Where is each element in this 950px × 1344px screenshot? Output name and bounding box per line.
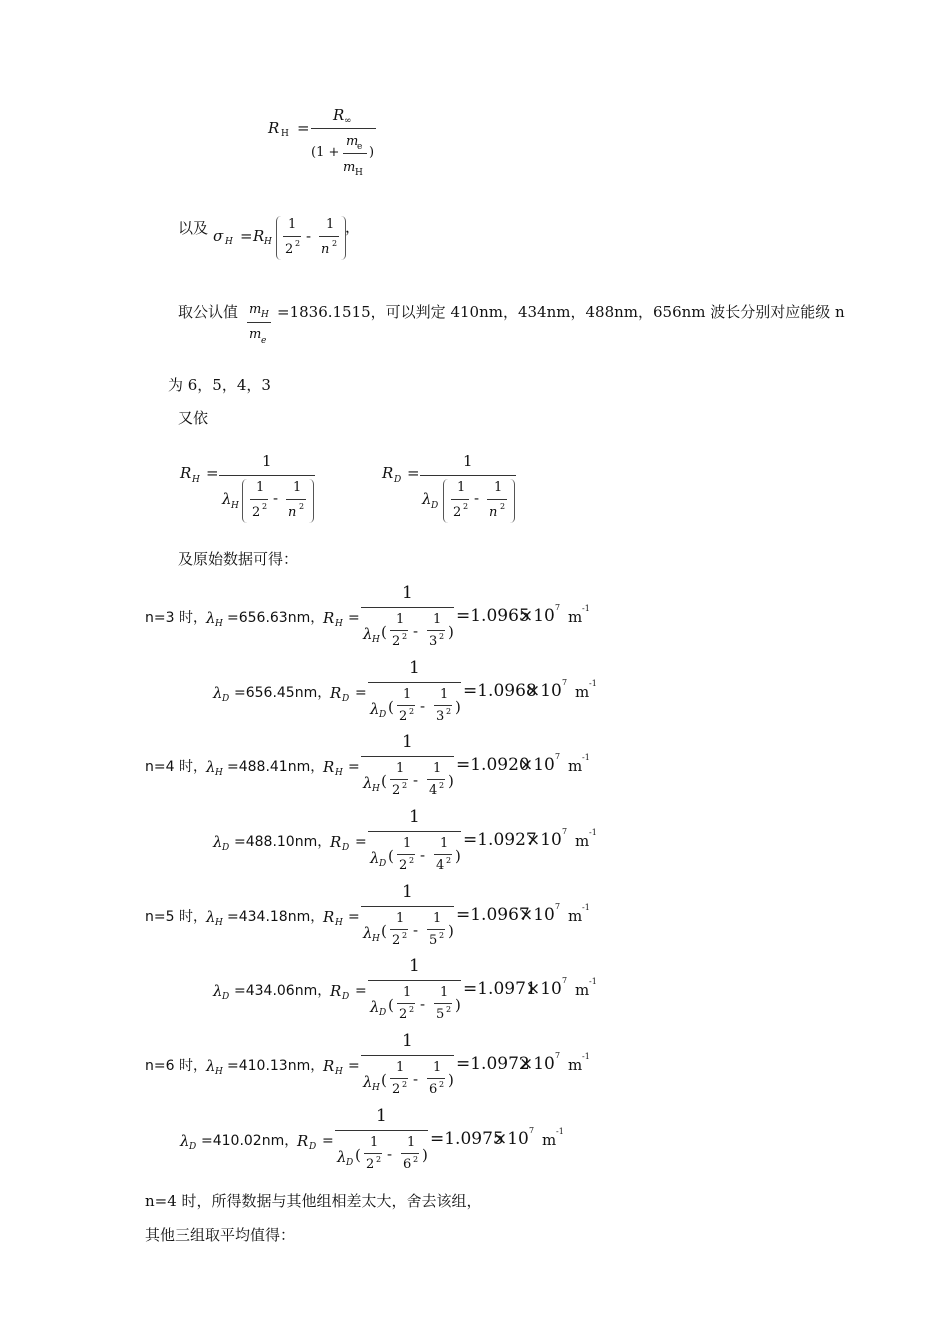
row-R-equals: = xyxy=(348,610,360,626)
row-den-lambda-sub: D xyxy=(379,1008,387,1018)
row-lambda-sub: H xyxy=(215,768,223,778)
row-lambda: λ xyxy=(206,1057,216,1075)
para1-prefix: 取公认值 xyxy=(178,303,239,321)
row-den-lambda-sub: D xyxy=(379,710,387,720)
row-rparen: ) xyxy=(455,698,461,716)
row-exponent: 7 xyxy=(562,976,568,985)
row-inner-bar2 xyxy=(434,1003,452,1004)
eq1-fraction-bar xyxy=(311,128,376,129)
row-lambda: λ xyxy=(180,1132,190,1150)
row-R-sub: D xyxy=(342,694,350,704)
row-label: n=6 时， xyxy=(145,1058,207,1074)
eq1-lhs-sub: H xyxy=(281,129,289,139)
row-times-ten: ×10 xyxy=(519,1054,555,1074)
row-inner-den2-sup: 2 xyxy=(446,707,452,716)
eq3-rd-d2: n xyxy=(489,505,498,520)
row-lambda-sub: D xyxy=(189,1142,197,1152)
row-R-equals: = xyxy=(355,685,367,701)
row-lambda: λ xyxy=(213,684,223,702)
row-den-lambda-sub: H xyxy=(372,784,380,794)
eq3-rh-equals: = xyxy=(206,464,219,482)
row-inner-den1: 2 xyxy=(392,933,401,948)
eq2-den1-sup: 2 xyxy=(295,239,301,248)
eq1-inner-den-sub: H xyxy=(355,168,363,178)
row-unit-exp: -1 xyxy=(582,604,590,613)
eq2-R-sub: H xyxy=(264,237,272,247)
row-times-ten: ×10 xyxy=(519,905,555,925)
row-R-sub: H xyxy=(335,768,343,778)
row-lambda-sub: H xyxy=(215,1067,223,1077)
row-inner-den2: 6 xyxy=(403,1157,412,1172)
row-den-lambda: λ xyxy=(337,1148,347,1166)
row-inner-bar2 xyxy=(427,630,445,631)
eq3-rh-lhs-sub: H xyxy=(192,475,200,485)
row-R: R xyxy=(323,1057,335,1075)
row-exponent: 7 xyxy=(555,902,561,911)
row-inner-bar2 xyxy=(434,705,452,706)
paragraph-from-raw-data: 及原始数据可得： xyxy=(178,550,299,568)
row-minus: - xyxy=(420,995,426,1013)
row-minus: - xyxy=(413,1070,419,1088)
row-lambda-value: =488.41nm， xyxy=(227,759,325,775)
row-R-equals: = xyxy=(348,1058,360,1074)
row-frac-num: 1 xyxy=(409,807,420,827)
row-R: R xyxy=(330,833,342,851)
row-inner-den2-sup: 2 xyxy=(446,1005,452,1014)
eq2-comma: ， xyxy=(345,218,361,236)
row-label: n=5 时， xyxy=(145,909,207,925)
eq3-rd-lhs-sub: D xyxy=(394,475,402,485)
eq1-den-suffix: ) xyxy=(369,145,375,160)
row-R: R xyxy=(330,982,342,1000)
eq3-rd-minus: - xyxy=(474,489,480,507)
row-frac-bar xyxy=(361,1055,454,1056)
row-R: R xyxy=(297,1132,309,1150)
row-exponent: 7 xyxy=(555,752,561,761)
row-lambda-sub: H xyxy=(215,918,223,928)
row-exponent: 7 xyxy=(555,603,561,612)
row-inner-den2: 6 xyxy=(429,1082,438,1097)
row-R-sub: D xyxy=(342,843,350,853)
row-inner-bar1 xyxy=(364,1153,382,1154)
eq1-inner-num-sub: e xyxy=(357,142,363,152)
row-inner-bar1 xyxy=(390,929,408,930)
row-inner-den1-sup: 2 xyxy=(402,931,408,940)
row-lambda: λ xyxy=(213,833,223,851)
row-inner-num1: 1 xyxy=(403,985,412,1000)
eq3-rd-b2 xyxy=(487,499,507,500)
row-lambda-sub: D xyxy=(222,992,230,1002)
row-unit-exp: -1 xyxy=(589,977,597,986)
row-minus: - xyxy=(413,771,419,789)
row-unit-exp: -1 xyxy=(589,679,597,688)
row-inner-num1: 1 xyxy=(403,687,412,702)
row-den-lambda: λ xyxy=(363,1073,373,1091)
eq3-rh-d1-sup: 2 xyxy=(262,502,268,511)
eq3-rh-lambda: λ xyxy=(222,490,232,508)
row-inner-bar2 xyxy=(427,929,445,930)
row-inner-den2: 5 xyxy=(436,1007,445,1022)
eq3-rh-b2 xyxy=(286,499,306,500)
row-lambda-value: =656.63nm， xyxy=(227,610,325,626)
row-unit: m xyxy=(575,832,590,850)
row-inner-den2: 4 xyxy=(436,858,445,873)
row-unit: m xyxy=(575,981,590,999)
row-frac-num: 1 xyxy=(402,1031,413,1051)
row-lambda-value: =434.18nm， xyxy=(227,909,325,925)
eq1-numerator: R xyxy=(333,106,345,124)
row-inner-num2: 1 xyxy=(440,687,449,702)
row-lambda-sub: D xyxy=(222,694,230,704)
row-times-ten: ×10 xyxy=(526,830,562,850)
row-lparen: ( xyxy=(381,1071,387,1089)
eq3-rh-d1: 2 xyxy=(252,505,261,520)
paragraph-also-by: 又依 xyxy=(178,409,209,427)
row-inner-den1: 2 xyxy=(366,1157,375,1172)
paragraph-average: 其他三组取平均值得： xyxy=(145,1226,296,1244)
row-inner-den1-sup: 2 xyxy=(409,856,415,865)
row-den-lambda-sub: H xyxy=(372,635,380,645)
row-inner-num1: 1 xyxy=(403,836,412,851)
row-times-ten: ×10 xyxy=(526,681,562,701)
row-inner-bar1 xyxy=(390,1078,408,1079)
row-frac-num: 1 xyxy=(409,658,420,678)
row-inner-bar1 xyxy=(397,705,415,706)
row-inner-den1: 2 xyxy=(392,783,401,798)
row-den-lambda-sub: H xyxy=(372,934,380,944)
row-lambda-value: =434.06nm， xyxy=(234,983,332,999)
row-lparen: ( xyxy=(388,996,394,1014)
row-den-lambda: λ xyxy=(363,924,373,942)
paragraph-levels: 为 6，5，4，3 xyxy=(168,376,271,394)
row-result: =1.0920 xyxy=(456,755,530,775)
row-inner-bar1 xyxy=(397,854,415,855)
row-unit-exp: -1 xyxy=(589,828,597,837)
eq3-rd-d1-sup: 2 xyxy=(463,502,469,511)
row-rparen: ) xyxy=(422,1146,428,1164)
eq3-rd-n1: 1 xyxy=(457,480,466,495)
para1-frac-num: m xyxy=(249,302,262,317)
row-lparen: ( xyxy=(388,698,394,716)
row-inner-den2: 3 xyxy=(429,634,438,649)
row-lambda-sub: H xyxy=(215,619,223,629)
row-result: =1.0927 xyxy=(463,830,537,850)
row-den-lambda: λ xyxy=(363,625,373,643)
row-times-ten: ×10 xyxy=(519,755,555,775)
eq1-inner-den: m xyxy=(343,160,356,175)
eq2-sigma-sub: H xyxy=(225,237,233,247)
row-inner-bar2 xyxy=(401,1153,419,1154)
row-inner-num1: 1 xyxy=(396,761,405,776)
row-frac-bar xyxy=(361,756,454,757)
paragraph-discard-n4: n=4 时，所得数据与其他组相差太大，舍去该组， xyxy=(145,1192,482,1210)
row-frac-bar xyxy=(368,831,461,832)
row-inner-num2: 1 xyxy=(433,1060,442,1075)
row-unit-exp: -1 xyxy=(556,1127,564,1136)
row-den-lambda: λ xyxy=(370,849,380,867)
eq2-R: R xyxy=(253,227,265,245)
row-exponent: 7 xyxy=(529,1126,535,1135)
eq2-sigma: σ xyxy=(213,227,224,245)
row-result: =1.0971 xyxy=(463,979,537,999)
para1-frac-den: m xyxy=(249,327,262,342)
row-result: =1.0975 xyxy=(430,1129,504,1149)
row-lparen: ( xyxy=(381,623,387,641)
row-frac-bar xyxy=(361,607,454,608)
row-label: n=4 时， xyxy=(145,759,207,775)
row-inner-bar1 xyxy=(397,1003,415,1004)
eq3-rd-d1: 2 xyxy=(453,505,462,520)
row-R-sub: H xyxy=(335,1067,343,1077)
row-minus: - xyxy=(413,622,419,640)
row-inner-den1: 2 xyxy=(392,1082,401,1097)
eq3-rh-lambda-sub: H xyxy=(231,501,239,511)
row-inner-den2: 4 xyxy=(429,783,438,798)
row-den-lambda-sub: D xyxy=(379,859,387,869)
row-unit: m xyxy=(575,683,590,701)
eq3-rd-b1 xyxy=(451,499,469,500)
para1-text: =1836.1515，可以判定 410nm，434nm，488nm，656nm 波长分别对应能级 n xyxy=(277,303,845,321)
row-lambda-value: =488.10nm， xyxy=(234,834,332,850)
row-R-equals: = xyxy=(348,909,360,925)
eq2-equals: = xyxy=(240,227,253,245)
row-inner-bar1 xyxy=(390,630,408,631)
row-inner-num1: 1 xyxy=(396,612,405,627)
row-lparen: ( xyxy=(388,847,394,865)
para1-frac-num-sub: H xyxy=(261,310,269,320)
eq3-rd-bar xyxy=(420,475,516,476)
row-unit: m xyxy=(542,1131,557,1149)
row-inner-bar2 xyxy=(427,1078,445,1079)
row-inner-num1: 1 xyxy=(396,1060,405,1075)
row-inner-num2: 1 xyxy=(433,911,442,926)
row-times-ten: ×10 xyxy=(493,1129,529,1149)
eq3-rh-lhs: R xyxy=(180,464,192,482)
row-R-sub: D xyxy=(309,1142,317,1152)
row-exponent: 7 xyxy=(562,827,568,836)
row-minus: - xyxy=(420,697,426,715)
row-frac-bar xyxy=(368,980,461,981)
eq3-rd-lambda: λ xyxy=(422,490,432,508)
row-den-lambda: λ xyxy=(363,774,373,792)
row-unit: m xyxy=(568,608,583,626)
row-den-lambda-sub: H xyxy=(372,1083,380,1093)
eq3-rd-lhs: R xyxy=(382,464,394,482)
row-inner-den2-sup: 2 xyxy=(439,1080,445,1089)
row-rparen: ) xyxy=(455,847,461,865)
row-inner-num2: 1 xyxy=(407,1135,416,1150)
row-inner-den2-sup: 2 xyxy=(446,856,452,865)
row-times-ten: ×10 xyxy=(526,979,562,999)
eq2-den2-sup: 2 xyxy=(332,239,338,248)
eq3-rd-num: 1 xyxy=(463,452,473,470)
row-inner-den1-sup: 2 xyxy=(376,1155,382,1164)
row-inner-bar2 xyxy=(434,854,452,855)
row-result: =1.0967 xyxy=(456,905,530,925)
row-R-sub: H xyxy=(335,619,343,629)
row-inner-den1-sup: 2 xyxy=(402,781,408,790)
row-unit: m xyxy=(568,757,583,775)
eq3-rd-equals: = xyxy=(407,464,420,482)
eq3-rd-d2-sup: 2 xyxy=(500,502,506,511)
eq2-den2: n xyxy=(321,242,330,257)
eq3-rd-n2: 1 xyxy=(494,480,503,495)
row-result: =1.0972 xyxy=(456,1054,530,1074)
eq2-den1: 2 xyxy=(285,242,294,257)
row-R: R xyxy=(330,684,342,702)
row-inner-den1-sup: 2 xyxy=(409,707,415,716)
eq3-rh-bar xyxy=(219,475,315,476)
row-inner-den2: 3 xyxy=(436,709,445,724)
row-unit-exp: -1 xyxy=(582,1052,590,1061)
row-rparen: ) xyxy=(448,623,454,641)
row-lparen: ( xyxy=(381,922,387,940)
row-R: R xyxy=(323,758,335,776)
eq3-rh-n1: 1 xyxy=(256,480,265,495)
row-inner-den2-sup: 2 xyxy=(439,632,445,641)
row-result: =1.0965 xyxy=(456,606,530,626)
row-unit: m xyxy=(568,907,583,925)
row-unit-exp: -1 xyxy=(582,903,590,912)
row-inner-den2-sup: 2 xyxy=(439,931,445,940)
row-R-sub: D xyxy=(342,992,350,1002)
row-minus: - xyxy=(413,921,419,939)
eq1-numerator-sub: ∞ xyxy=(344,116,352,126)
row-inner-den1: 2 xyxy=(392,634,401,649)
row-frac-bar xyxy=(335,1130,428,1131)
row-frac-num: 1 xyxy=(402,732,413,752)
eq3-rh-n2: 1 xyxy=(293,480,302,495)
row-lambda-sub: D xyxy=(222,843,230,853)
row-den-lambda: λ xyxy=(370,700,380,718)
eq1-lhs: R xyxy=(268,119,280,137)
row-frac-num: 1 xyxy=(409,956,420,976)
eq2-num1: 1 xyxy=(288,217,297,232)
row-inner-num1: 1 xyxy=(396,911,405,926)
eq1-inner-fraction-bar xyxy=(343,153,367,154)
row-inner-num2: 1 xyxy=(440,836,449,851)
row-lambda: λ xyxy=(206,758,216,776)
row-R: R xyxy=(323,609,335,627)
row-label: n=3 时， xyxy=(145,610,207,626)
row-frac-num: 1 xyxy=(402,882,413,902)
row-inner-den1-sup: 2 xyxy=(402,632,408,641)
eq3-rd-lambda-sub: D xyxy=(431,501,439,511)
row-minus: - xyxy=(420,846,426,864)
row-R-sub: H xyxy=(335,918,343,928)
row-R-equals: = xyxy=(355,983,367,999)
row-inner-den1: 2 xyxy=(399,709,408,724)
eq3-rh-num: 1 xyxy=(262,452,272,470)
row-R-equals: = xyxy=(322,1133,334,1149)
row-result: =1.0968 xyxy=(463,681,537,701)
row-frac-bar xyxy=(368,682,461,683)
row-lambda-value: =410.13nm， xyxy=(227,1058,325,1074)
eq1-inner-num: m xyxy=(346,134,359,149)
row-exponent: 7 xyxy=(555,1051,561,1060)
row-lambda: λ xyxy=(213,982,223,1000)
row-inner-num1: 1 xyxy=(370,1135,379,1150)
eq2-num2: 1 xyxy=(326,217,335,232)
row-unit-exp: -1 xyxy=(582,753,590,762)
row-rparen: ) xyxy=(455,996,461,1014)
row-lparen: ( xyxy=(381,772,387,790)
eq3-rh-d2-sup: 2 xyxy=(299,502,305,511)
row-R: R xyxy=(323,908,335,926)
para1-frac-bar xyxy=(247,322,271,323)
eq3-rh-minus: - xyxy=(273,489,279,507)
row-inner-den2-sup: 2 xyxy=(413,1155,419,1164)
eq3-rh-d2: n xyxy=(288,505,297,520)
row-lambda: λ xyxy=(206,609,216,627)
row-rparen: ) xyxy=(448,772,454,790)
eq1-equals: = xyxy=(297,119,310,137)
eq1-den-prefix: (1 + xyxy=(311,145,340,160)
row-inner-den1-sup: 2 xyxy=(402,1080,408,1089)
row-lparen: ( xyxy=(355,1146,361,1164)
row-inner-bar1 xyxy=(390,779,408,780)
row-R-equals: = xyxy=(355,834,367,850)
row-rparen: ) xyxy=(448,1071,454,1089)
row-inner-den1: 2 xyxy=(399,858,408,873)
eq2-minus: - xyxy=(306,227,312,245)
row-inner-num2: 1 xyxy=(440,985,449,1000)
para1-frac-den-sub: e xyxy=(261,336,267,346)
row-den-lambda-sub: D xyxy=(346,1158,354,1168)
row-frac-num: 1 xyxy=(376,1106,387,1126)
row-times-ten: ×10 xyxy=(519,606,555,626)
row-minus: - xyxy=(387,1145,393,1163)
eq2-bar2 xyxy=(319,236,339,237)
row-inner-den2: 5 xyxy=(429,933,438,948)
row-inner-den2-sup: 2 xyxy=(439,781,445,790)
row-exponent: 7 xyxy=(562,678,568,687)
row-lambda-value: =656.45nm， xyxy=(234,685,332,701)
row-frac-num: 1 xyxy=(402,583,413,603)
row-lambda: λ xyxy=(206,908,216,926)
row-inner-den1-sup: 2 xyxy=(409,1005,415,1014)
row-den-lambda: λ xyxy=(370,998,380,1016)
row-rparen: ) xyxy=(448,922,454,940)
row-inner-bar2 xyxy=(427,779,445,780)
row-frac-bar xyxy=(361,906,454,907)
eq2-bar1 xyxy=(283,236,301,237)
eq3-rh-b1 xyxy=(250,499,268,500)
eq2-prefix: 以及 xyxy=(178,219,209,237)
row-unit: m xyxy=(568,1056,583,1074)
row-lambda-value: =410.02nm， xyxy=(201,1133,299,1149)
row-inner-num2: 1 xyxy=(433,612,442,627)
row-inner-num2: 1 xyxy=(433,761,442,776)
row-R-equals: = xyxy=(348,759,360,775)
row-inner-den1: 2 xyxy=(399,1007,408,1022)
